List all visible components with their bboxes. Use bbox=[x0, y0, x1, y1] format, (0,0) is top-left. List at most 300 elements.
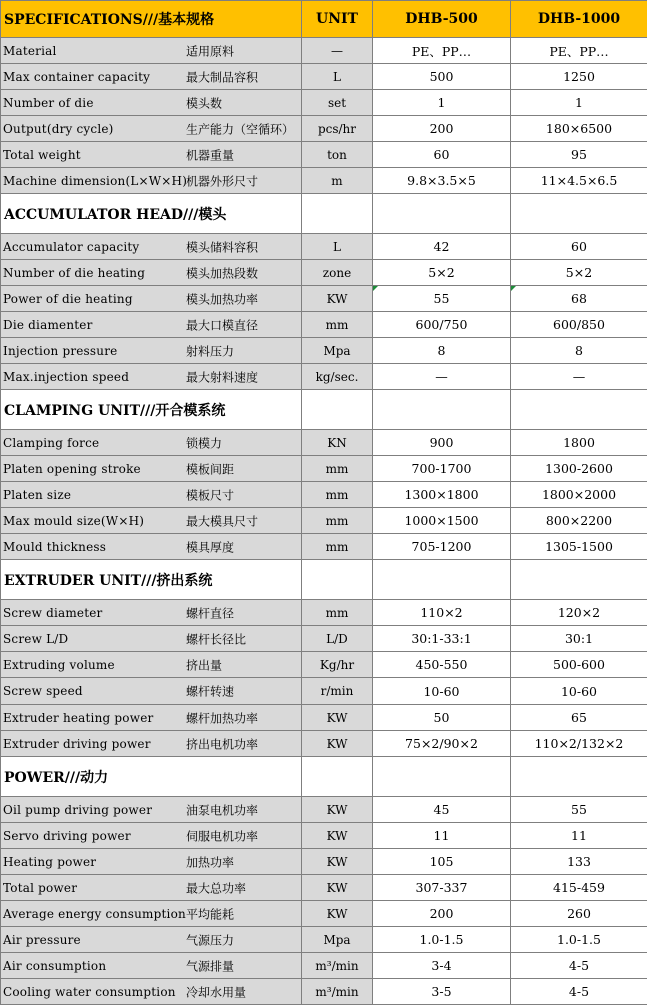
value-text: 75×2/90×2 bbox=[405, 736, 478, 751]
value-dhb-500 bbox=[373, 626, 511, 652]
parameter-cell bbox=[1, 731, 302, 757]
parameter-name-chinese: 螺杆长径比 bbox=[186, 630, 246, 647]
parameter-cell bbox=[1, 142, 302, 168]
value-dhb-500 bbox=[373, 168, 511, 194]
parameter-cell bbox=[1, 508, 302, 534]
value-text: 900 bbox=[430, 435, 454, 450]
parameter-name-english: Platen size bbox=[3, 488, 71, 502]
unit-cell: m³/min bbox=[302, 979, 373, 1005]
value-dhb-1000 bbox=[511, 534, 647, 560]
value-text: 11 bbox=[434, 828, 450, 843]
value-dhb-1000 bbox=[511, 234, 647, 260]
parameter-cell bbox=[1, 312, 302, 338]
parameter-name-chinese: 挤出电机功率 bbox=[186, 735, 258, 752]
value-dhb-500 bbox=[373, 482, 511, 508]
value-dhb-1000 bbox=[511, 508, 647, 534]
model-dhb-1000-header: DHB-1000 bbox=[511, 1, 647, 38]
table-row bbox=[1, 286, 647, 312]
parameter-name-chinese: 冷却水用量 bbox=[186, 983, 246, 1000]
value-text: 3-4 bbox=[431, 958, 451, 973]
parameter-name-english: Screw speed bbox=[3, 684, 83, 698]
model-dhb-500-header: DHB-500 bbox=[373, 1, 511, 38]
parameter-cell bbox=[1, 705, 302, 731]
unit-cell: KW bbox=[302, 823, 373, 849]
section-empty-cell bbox=[511, 560, 647, 600]
unit-cell: mm bbox=[302, 312, 373, 338]
value-dhb-1000 bbox=[511, 64, 647, 90]
parameter-cell bbox=[1, 234, 302, 260]
parameter-name-english: Cooling water consumption bbox=[3, 985, 176, 999]
specifications-header: SPECIFICATIONS///基本规格 bbox=[1, 1, 302, 38]
unit-cell: Mpa bbox=[302, 927, 373, 953]
value-dhb-1000 bbox=[511, 797, 647, 823]
parameter-name-chinese: 平均能耗 bbox=[186, 905, 234, 922]
parameter-cell bbox=[1, 979, 302, 1005]
value-text: 68 bbox=[571, 291, 587, 306]
parameter-name-chinese: 模头加热段数 bbox=[186, 264, 258, 281]
value-text: 8 bbox=[575, 343, 583, 358]
value-dhb-500 bbox=[373, 286, 511, 312]
parameter-name-chinese: 射料压力 bbox=[186, 342, 234, 359]
parameter-name-english: Extruder driving power bbox=[3, 737, 151, 751]
section-header-row bbox=[1, 757, 647, 797]
section-title: ACCUMULATOR HEAD///模头 bbox=[1, 194, 302, 234]
parameter-name-chinese: 生产能力（空循环） bbox=[186, 120, 294, 137]
table-row bbox=[1, 705, 647, 731]
table-row bbox=[1, 927, 647, 953]
value-text: 55 bbox=[434, 291, 450, 306]
unit-cell: mm bbox=[302, 508, 373, 534]
unit-cell: mm bbox=[302, 456, 373, 482]
cell-comment-marker-icon bbox=[373, 286, 378, 291]
value-dhb-500 bbox=[373, 364, 511, 390]
value-dhb-1000 bbox=[511, 168, 647, 194]
value-dhb-500 bbox=[373, 705, 511, 731]
parameter-cell bbox=[1, 534, 302, 560]
value-dhb-1000 bbox=[511, 456, 647, 482]
unit-cell: KW bbox=[302, 797, 373, 823]
value-text: 180×6500 bbox=[546, 121, 612, 136]
section-empty-cell bbox=[511, 757, 647, 797]
parameter-cell bbox=[1, 260, 302, 286]
value-dhb-500 bbox=[373, 652, 511, 678]
table-row bbox=[1, 678, 647, 705]
value-text: 110×2 bbox=[420, 605, 462, 620]
value-text: 60 bbox=[434, 147, 450, 162]
parameter-name-chinese: 挤出量 bbox=[186, 656, 222, 673]
section-empty-cell bbox=[373, 560, 511, 600]
value-text: 1300×1800 bbox=[404, 487, 478, 502]
table-row bbox=[1, 652, 647, 678]
value-text: 55 bbox=[571, 802, 587, 817]
value-text: 705-1200 bbox=[412, 539, 472, 554]
value-text: 1800×2000 bbox=[542, 487, 616, 502]
parameter-name-english: Air pressure bbox=[3, 933, 81, 947]
parameter-name-english: Power of die heating bbox=[3, 292, 133, 306]
parameter-name-chinese: 螺杆转速 bbox=[186, 683, 234, 700]
value-dhb-500 bbox=[373, 953, 511, 979]
table-header-row bbox=[1, 1, 647, 38]
value-text: 200 bbox=[430, 121, 454, 136]
parameter-name-english: Extruding volume bbox=[3, 658, 115, 672]
parameter-name-english: Average energy consumption bbox=[3, 907, 186, 921]
unit-cell: KN bbox=[302, 430, 373, 456]
value-dhb-1000 bbox=[511, 705, 647, 731]
parameter-name-english: Clamping force bbox=[3, 436, 99, 450]
value-dhb-500 bbox=[373, 901, 511, 927]
value-dhb-1000 bbox=[511, 260, 647, 286]
parameter-cell bbox=[1, 678, 302, 705]
value-text: 1 bbox=[575, 95, 583, 110]
parameter-name-english: Number of die heating bbox=[3, 266, 145, 280]
parameter-name-chinese: 气源压力 bbox=[186, 931, 234, 948]
table-row bbox=[1, 260, 647, 286]
parameter-name-english: Platen opening stroke bbox=[3, 462, 141, 476]
value-text: 500 bbox=[430, 69, 454, 84]
section-empty-cell bbox=[511, 390, 647, 430]
value-text: 800×2200 bbox=[546, 513, 612, 528]
table-row bbox=[1, 626, 647, 652]
value-dhb-500 bbox=[373, 927, 511, 953]
value-text: 50 bbox=[434, 710, 450, 725]
specifications-body bbox=[1, 38, 647, 1005]
section-empty-cell bbox=[373, 194, 511, 234]
value-text: 500-600 bbox=[553, 657, 605, 672]
value-text: — bbox=[435, 369, 448, 384]
value-dhb-1000 bbox=[511, 678, 647, 705]
parameter-name-english: Injection pressure bbox=[3, 344, 117, 358]
parameter-name-english: Servo driving power bbox=[3, 829, 131, 843]
cell-comment-marker-icon bbox=[511, 286, 516, 291]
table-row bbox=[1, 338, 647, 364]
table-row bbox=[1, 482, 647, 508]
unit-cell: ton bbox=[302, 142, 373, 168]
value-text: 5×2 bbox=[428, 265, 454, 280]
value-dhb-1000 bbox=[511, 312, 647, 338]
value-dhb-500 bbox=[373, 64, 511, 90]
parameter-name-chinese: 模头数 bbox=[186, 94, 222, 111]
value-dhb-500 bbox=[373, 338, 511, 364]
value-text: 4-5 bbox=[569, 984, 589, 999]
value-text: 1 bbox=[438, 95, 446, 110]
unit-cell: L bbox=[302, 234, 373, 260]
unit-cell: m³/min bbox=[302, 953, 373, 979]
parameter-name-english: Extruder heating power bbox=[3, 711, 153, 725]
parameter-cell bbox=[1, 116, 302, 142]
parameter-name-chinese: 螺杆直径 bbox=[186, 604, 234, 621]
value-text: 105 bbox=[430, 854, 454, 869]
value-text: 45 bbox=[434, 802, 450, 817]
parameter-name-english: Total weight bbox=[3, 148, 81, 162]
unit-cell: r/min bbox=[302, 678, 373, 705]
unit-cell: KW bbox=[302, 731, 373, 757]
section-empty-cell bbox=[511, 194, 647, 234]
section-header-row bbox=[1, 560, 647, 600]
parameter-cell bbox=[1, 430, 302, 456]
parameter-name-chinese: 模板间距 bbox=[186, 460, 234, 477]
unit-cell: L/D bbox=[302, 626, 373, 652]
section-empty-cell bbox=[302, 390, 373, 430]
value-text: 11×4.5×6.5 bbox=[541, 173, 618, 188]
value-dhb-500 bbox=[373, 797, 511, 823]
parameter-name-english: Material bbox=[3, 44, 57, 58]
unit-cell: Kg/hr bbox=[302, 652, 373, 678]
table-row bbox=[1, 456, 647, 482]
value-dhb-1000 bbox=[511, 731, 647, 757]
value-dhb-500 bbox=[373, 731, 511, 757]
value-dhb-500 bbox=[373, 508, 511, 534]
section-empty-cell bbox=[302, 194, 373, 234]
value-text: 42 bbox=[434, 239, 450, 254]
unit-cell: zone bbox=[302, 260, 373, 286]
unit-cell: — bbox=[302, 38, 373, 64]
value-text: 1.0-1.5 bbox=[557, 932, 601, 947]
parameter-cell bbox=[1, 38, 302, 64]
value-text: 600/850 bbox=[553, 317, 605, 332]
value-text: 95 bbox=[571, 147, 587, 162]
value-text: 307-337 bbox=[416, 880, 468, 895]
parameter-name-chinese: 最大制品容积 bbox=[186, 68, 258, 85]
table-row bbox=[1, 979, 647, 1005]
value-text: 30:1 bbox=[565, 631, 593, 646]
parameter-name-english: Max container capacity bbox=[3, 70, 150, 84]
parameter-cell bbox=[1, 600, 302, 626]
value-dhb-1000 bbox=[511, 927, 647, 953]
table-row bbox=[1, 90, 647, 116]
parameter-name-chinese: 最大射料速度 bbox=[186, 368, 258, 385]
value-dhb-1000 bbox=[511, 652, 647, 678]
value-text: 1800 bbox=[563, 435, 595, 450]
value-text: 8 bbox=[438, 343, 446, 358]
unit-cell: pcs/hr bbox=[302, 116, 373, 142]
value-text: PE、PP… bbox=[412, 44, 471, 59]
value-dhb-500 bbox=[373, 823, 511, 849]
parameter-cell bbox=[1, 652, 302, 678]
unit-cell: L bbox=[302, 64, 373, 90]
value-text: 600/750 bbox=[416, 317, 468, 332]
value-dhb-500 bbox=[373, 849, 511, 875]
section-empty-cell bbox=[302, 757, 373, 797]
table-row bbox=[1, 312, 647, 338]
value-text: PE、PP… bbox=[549, 44, 608, 59]
unit-cell: KW bbox=[302, 875, 373, 901]
unit-cell: mm bbox=[302, 482, 373, 508]
value-text: 3-5 bbox=[431, 984, 451, 999]
table-row bbox=[1, 797, 647, 823]
section-empty-cell bbox=[302, 560, 373, 600]
value-text: 1.0-1.5 bbox=[420, 932, 464, 947]
parameter-cell bbox=[1, 482, 302, 508]
unit-cell: KW bbox=[302, 901, 373, 927]
value-text: 1250 bbox=[563, 69, 595, 84]
value-dhb-500 bbox=[373, 260, 511, 286]
value-text: 120×2 bbox=[558, 605, 600, 620]
value-text: — bbox=[573, 369, 586, 384]
parameter-name-english: Die diamenter bbox=[3, 318, 93, 332]
table-row bbox=[1, 901, 647, 927]
value-text: 133 bbox=[567, 854, 591, 869]
table-row bbox=[1, 364, 647, 390]
value-dhb-1000 bbox=[511, 953, 647, 979]
table-row bbox=[1, 849, 647, 875]
value-dhb-1000 bbox=[511, 600, 647, 626]
value-dhb-500 bbox=[373, 430, 511, 456]
table-row bbox=[1, 953, 647, 979]
parameter-cell bbox=[1, 823, 302, 849]
value-dhb-500 bbox=[373, 875, 511, 901]
parameter-cell bbox=[1, 875, 302, 901]
unit-cell: set bbox=[302, 90, 373, 116]
parameter-name-chinese: 油泵电机功率 bbox=[186, 801, 258, 818]
value-dhb-1000 bbox=[511, 38, 647, 64]
parameter-cell bbox=[1, 338, 302, 364]
parameter-name-chinese: 模板尺寸 bbox=[186, 486, 234, 503]
parameter-name-chinese: 模具厚度 bbox=[186, 538, 234, 555]
section-header-row bbox=[1, 390, 647, 430]
value-text: 30:1-33:1 bbox=[411, 631, 471, 646]
parameter-name-english: Max.injection speed bbox=[3, 370, 129, 384]
table-row bbox=[1, 430, 647, 456]
value-dhb-1000 bbox=[511, 979, 647, 1005]
parameter-name-english: Total power bbox=[3, 881, 77, 895]
section-title: CLAMPING UNIT///开合模系统 bbox=[1, 390, 302, 430]
value-dhb-500 bbox=[373, 116, 511, 142]
value-text: 65 bbox=[571, 710, 587, 725]
parameter-name-english: Number of die bbox=[3, 96, 94, 110]
unit-cell: KW bbox=[302, 286, 373, 312]
value-dhb-1000 bbox=[511, 142, 647, 168]
value-dhb-1000 bbox=[511, 90, 647, 116]
table-row bbox=[1, 823, 647, 849]
value-dhb-500 bbox=[373, 678, 511, 705]
parameter-name-english: Heating power bbox=[3, 855, 96, 869]
value-text: 9.8×3.5×5 bbox=[407, 173, 476, 188]
value-dhb-500 bbox=[373, 534, 511, 560]
value-text: 10-60 bbox=[561, 684, 597, 699]
unit-cell: mm bbox=[302, 600, 373, 626]
parameter-cell bbox=[1, 64, 302, 90]
value-dhb-500 bbox=[373, 38, 511, 64]
value-dhb-1000 bbox=[511, 116, 647, 142]
value-dhb-500 bbox=[373, 90, 511, 116]
value-dhb-500 bbox=[373, 234, 511, 260]
value-text: 60 bbox=[571, 239, 587, 254]
parameter-name-chinese: 最大总功率 bbox=[186, 879, 246, 896]
section-empty-cell bbox=[373, 757, 511, 797]
parameter-name-chinese: 模头储料容积 bbox=[186, 238, 258, 255]
section-title: EXTRUDER UNIT///挤出系统 bbox=[1, 560, 302, 600]
value-dhb-1000 bbox=[511, 430, 647, 456]
parameter-name-chinese: 机器重量 bbox=[186, 146, 234, 163]
parameter-name-chinese: 模头加热功率 bbox=[186, 290, 258, 307]
table-row bbox=[1, 234, 647, 260]
table-row bbox=[1, 600, 647, 626]
unit-header: UNIT bbox=[302, 1, 373, 38]
value-dhb-1000 bbox=[511, 823, 647, 849]
value-text: 1000×1500 bbox=[404, 513, 478, 528]
parameter-name-english: Screw L/D bbox=[3, 632, 68, 646]
value-dhb-500 bbox=[373, 312, 511, 338]
value-text: 260 bbox=[567, 906, 591, 921]
parameter-name-chinese: 气源排量 bbox=[186, 957, 234, 974]
table-row bbox=[1, 508, 647, 534]
unit-cell: m bbox=[302, 168, 373, 194]
value-dhb-1000 bbox=[511, 338, 647, 364]
value-text: 1300-2600 bbox=[545, 461, 613, 476]
value-text: 200 bbox=[430, 906, 454, 921]
parameter-name-english: Mould thickness bbox=[3, 540, 106, 554]
value-text: 700-1700 bbox=[412, 461, 472, 476]
table-row bbox=[1, 116, 647, 142]
value-text: 10-60 bbox=[423, 684, 459, 699]
value-dhb-1000 bbox=[511, 875, 647, 901]
unit-cell: KW bbox=[302, 849, 373, 875]
section-empty-cell bbox=[373, 390, 511, 430]
unit-cell: KW bbox=[302, 705, 373, 731]
parameter-cell bbox=[1, 626, 302, 652]
parameter-name-english: Oil pump driving power bbox=[3, 803, 152, 817]
parameter-name-chinese: 伺服电机功率 bbox=[186, 827, 258, 844]
value-text: 1305-1500 bbox=[545, 539, 613, 554]
value-dhb-1000 bbox=[511, 901, 647, 927]
unit-cell: mm bbox=[302, 534, 373, 560]
value-dhb-500 bbox=[373, 142, 511, 168]
value-text: 450-550 bbox=[416, 657, 468, 672]
table-row bbox=[1, 142, 647, 168]
parameter-cell bbox=[1, 168, 302, 194]
parameter-name-chinese: 最大口模直径 bbox=[186, 316, 258, 333]
section-title: POWER///动力 bbox=[1, 757, 302, 797]
table-row bbox=[1, 731, 647, 757]
parameter-cell bbox=[1, 456, 302, 482]
parameter-name-english: Machine dimension(L×W×H) bbox=[3, 174, 187, 188]
value-text: 11 bbox=[571, 828, 587, 843]
value-text: 4-5 bbox=[569, 958, 589, 973]
unit-cell: kg/sec. bbox=[302, 364, 373, 390]
parameter-name-english: Output(dry cycle) bbox=[3, 122, 114, 136]
parameter-name-english: Accumulator capacity bbox=[3, 240, 139, 254]
parameter-name-chinese: 最大模具尺寸 bbox=[186, 512, 258, 529]
parameter-name-chinese: 锁模力 bbox=[186, 434, 222, 451]
table-row bbox=[1, 168, 647, 194]
parameter-name-chinese: 机器外形尺寸 bbox=[186, 172, 258, 189]
parameter-cell bbox=[1, 901, 302, 927]
parameter-name-chinese: 适用原料 bbox=[186, 42, 234, 59]
parameter-name-chinese: 螺杆加热功率 bbox=[186, 709, 258, 726]
parameter-cell bbox=[1, 797, 302, 823]
value-dhb-500 bbox=[373, 456, 511, 482]
parameter-cell bbox=[1, 90, 302, 116]
parameter-name-english: Screw diameter bbox=[3, 606, 102, 620]
value-dhb-1000 bbox=[511, 364, 647, 390]
table-row bbox=[1, 38, 647, 64]
table-row bbox=[1, 64, 647, 90]
unit-cell: Mpa bbox=[302, 338, 373, 364]
parameter-cell bbox=[1, 286, 302, 312]
table-row bbox=[1, 534, 647, 560]
parameter-cell bbox=[1, 927, 302, 953]
parameter-name-english: Air consumption bbox=[3, 959, 106, 973]
parameter-cell bbox=[1, 364, 302, 390]
value-dhb-500 bbox=[373, 600, 511, 626]
parameter-name-english: Max mould size(W×H) bbox=[3, 514, 144, 528]
value-dhb-1000 bbox=[511, 482, 647, 508]
value-text: 5×2 bbox=[566, 265, 592, 280]
value-dhb-1000 bbox=[511, 626, 647, 652]
value-text: 110×2/132×2 bbox=[535, 736, 624, 751]
section-header-row bbox=[1, 194, 647, 234]
value-dhb-500 bbox=[373, 979, 511, 1005]
